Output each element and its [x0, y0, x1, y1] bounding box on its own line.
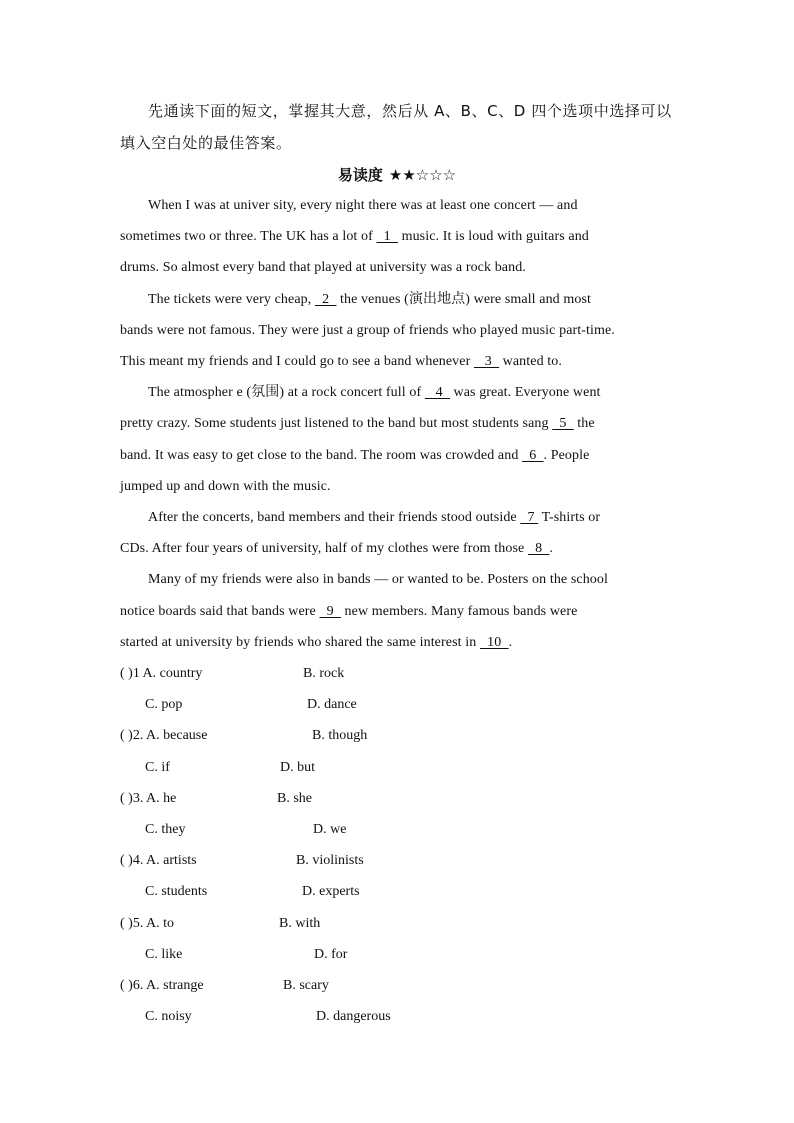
passage-line: After the concerts, band members and their friends stood outside 7 T-shirts or — [148, 508, 600, 528]
passage-line: bands were not famous. They were just a group of friends who played music part-time. — [120, 323, 615, 338]
passage-line: The tickets were very cheap, 2 the venues (演出地点) were small and most — [148, 290, 591, 310]
passage-line: This meant my friends and I could go to see a band whenever 3 wanted to. — [120, 352, 562, 372]
question-4-option-c: C. students — [145, 884, 208, 899]
blank-10: 10 — [479, 635, 509, 650]
difficulty-title — [0, 165, 794, 185]
question-4-option-d: D. experts — [302, 884, 360, 899]
passage-line: jumped up and down with the music. — [120, 479, 331, 494]
question-3-option-b: B. she — [277, 791, 312, 806]
blank-2: 2 — [314, 292, 337, 307]
question-1-option-b: B. rock — [303, 666, 345, 681]
passage-line: When I was at univer sity, every night there was at least one concert — and — [148, 198, 578, 213]
question-1-option-c: C. pop — [145, 697, 183, 712]
blank-7: 7 — [520, 510, 539, 525]
question-3-option-a: ( )3. A. he — [120, 791, 177, 806]
passage-line: The atmospher e (氛围) at a rock concert full of 4 was great. Everyone went — [148, 383, 601, 403]
blank-5: 5 — [552, 416, 574, 431]
question-6-option-d: D. dangerous — [316, 1009, 391, 1024]
passage-line: Many of my friends were also in bands — or wanted to be. Posters on the school — [148, 572, 608, 587]
question-4-option-b: B. violinists — [296, 853, 364, 868]
question-5-option-c: C. like — [145, 947, 183, 962]
blank-4: 4 — [424, 385, 450, 400]
instructions-line-1: 先通读下面的短文，掌握其大意，然后从 A、B、C、D 四个选项中选择可以 — [148, 102, 672, 120]
question-4-option-a: ( )4. A. artists — [120, 853, 197, 868]
question-2-option-a: ( )2. A. because — [120, 728, 208, 743]
question-6-option-b: B. scary — [283, 978, 329, 993]
blank-8: 8 — [527, 541, 550, 556]
question-2-option-d: D. but — [280, 760, 315, 775]
difficulty-stars: ★★☆☆☆ — [388, 166, 457, 184]
question-6-option-c: C. noisy — [145, 1009, 192, 1024]
difficulty-label: 易读度 — [337, 166, 383, 184]
question-5-option-b: B. with — [279, 916, 321, 931]
question-6-option-a: ( )6. A. strange — [120, 978, 204, 993]
question-2-option-b: B. though — [312, 728, 368, 743]
passage-line: band. It was easy to get close to the band. The room was crowded and 6 . People — [120, 446, 589, 466]
question-3-option-c: C. they — [145, 822, 186, 837]
passage-line: pretty crazy. Some students just listened to the band but most students sang 5 the — [120, 414, 595, 434]
passage-line: drums. So almost every band that played at university was a rock band. — [120, 260, 526, 275]
blank-1: 1 — [376, 229, 398, 244]
question-1-option-d: D. dance — [307, 697, 357, 712]
blank-9: 9 — [319, 604, 341, 619]
passage-line: started at university by friends who shared the same interest in 10 . — [120, 633, 512, 653]
blank-6: 6 — [522, 448, 544, 463]
instructions-line-2: 填入空白处的最佳答案。 — [120, 134, 292, 152]
question-1-option-a: ( )1 A. country — [120, 666, 203, 681]
question-5-option-a: ( )5. A. to — [120, 916, 175, 931]
question-2-option-c: C. if — [145, 760, 170, 775]
passage-line: notice boards said that bands were 9 new members. Many famous bands were — [120, 602, 577, 622]
blank-3: 3 — [473, 354, 500, 369]
question-5-option-d: D. for — [314, 947, 348, 962]
passage-line: sometimes two or three. The UK has a lot of 1 music. It is loud with guitars and — [120, 227, 589, 247]
passage-line: CDs. After four years of university, half of my clothes were from those 8 . — [120, 539, 553, 559]
question-3-option-d: D. we — [313, 822, 347, 837]
